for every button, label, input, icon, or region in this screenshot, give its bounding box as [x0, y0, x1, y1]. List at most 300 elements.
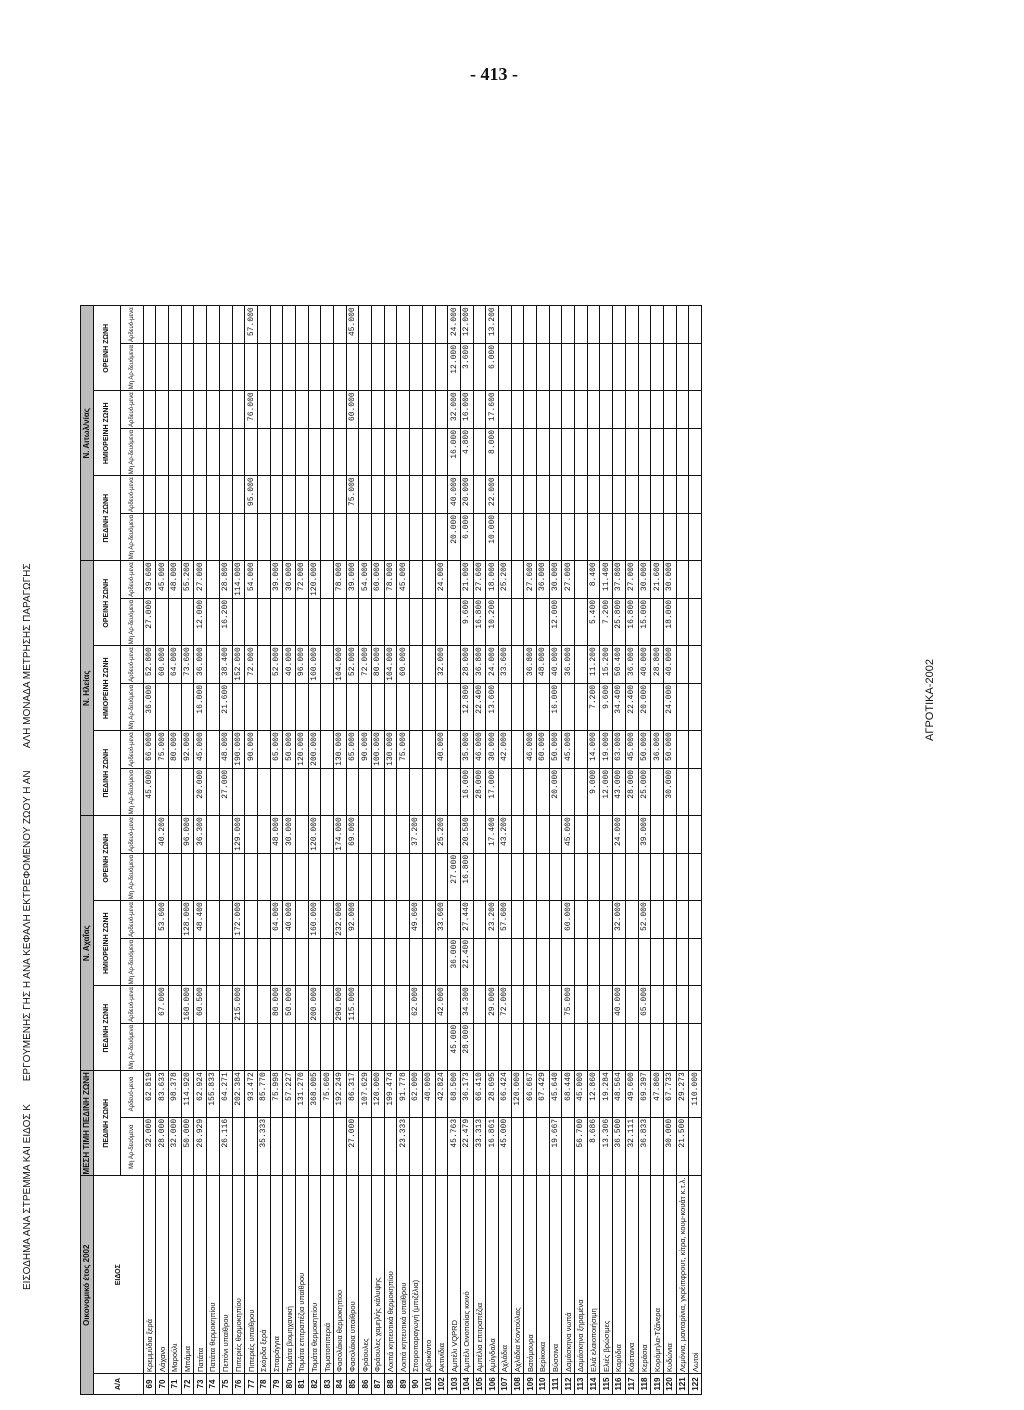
row-code: 86: [359, 1374, 372, 1395]
table-cell: [295, 513, 308, 560]
table-cell: [359, 938, 372, 985]
table-cell: [575, 646, 588, 684]
table-cell: [321, 768, 334, 815]
row-code: 103: [448, 1374, 461, 1395]
table-cell: 22.400: [625, 683, 638, 730]
table-cell: [537, 1023, 550, 1070]
table-cell: [587, 306, 600, 344]
table-cell: [219, 816, 232, 854]
table-cell: [651, 598, 664, 645]
table-cell: 40.000: [613, 986, 626, 1024]
table-cell: [676, 986, 689, 1024]
table-cell: [410, 683, 423, 730]
table-cell: [663, 853, 676, 900]
table-cell: 50.000: [549, 731, 562, 769]
table-cell: [207, 306, 220, 344]
table-cell: 35.333: [257, 1117, 270, 1176]
table-cell: [549, 986, 562, 1024]
table-cell: [625, 513, 638, 560]
table-cell: [537, 853, 550, 900]
table-cell: [511, 683, 524, 730]
table-cell: [613, 391, 626, 429]
table-cell: [600, 476, 613, 514]
table-cell: [575, 598, 588, 645]
table-cell: [219, 938, 232, 985]
row-name: Φράουλες: [359, 1176, 372, 1374]
table-cell: 90.000: [359, 731, 372, 769]
table-cell: [359, 476, 372, 514]
table-cell: [295, 306, 308, 344]
table-cell: [613, 476, 626, 514]
table-cell: 30.000: [549, 561, 562, 599]
table-cell: [422, 853, 435, 900]
row-name: Βερίκοκα: [537, 1176, 550, 1374]
table-cell: 15.200: [600, 646, 613, 684]
row-name: Λοιπά κηπευτικά υπαίθρου: [397, 1176, 410, 1374]
table-cell: 52.000: [346, 646, 359, 684]
table-cell: [321, 853, 334, 900]
table-cell: [422, 901, 435, 939]
table-cell: [295, 343, 308, 390]
table-cell: [587, 343, 600, 390]
row-code: 69: [143, 1374, 156, 1395]
table-cell: 36.000: [194, 646, 207, 684]
table-cell: [435, 513, 448, 560]
table-row: [638, 306, 651, 1395]
table-cell: [194, 853, 207, 900]
table-cell: [638, 476, 651, 514]
table-cell: 22.400: [460, 938, 473, 985]
table-cell: [549, 853, 562, 900]
table-cell: [549, 513, 562, 560]
table-cell: 32.000: [448, 391, 461, 429]
table-cell: 86.317: [346, 1071, 359, 1118]
table-cell: [651, 476, 664, 514]
table-cell: [473, 343, 486, 390]
table-cell: [511, 816, 524, 854]
table-cell: [270, 306, 283, 344]
table-row: [308, 306, 321, 1395]
table-cell: 11.400: [600, 561, 613, 599]
table-cell: [422, 598, 435, 645]
row-name: Πεπόνι υπαίθρου: [219, 1176, 232, 1374]
table-cell: [663, 901, 676, 939]
table-cell: 62.000: [410, 1071, 423, 1118]
table-cell: 27.000: [562, 561, 575, 599]
row-code: 111: [549, 1374, 562, 1395]
table-cell: [257, 343, 270, 390]
sub-header: Μη Αρ-δευόμενα: [120, 853, 143, 900]
table-cell: [524, 853, 537, 900]
table-cell: 22.479: [460, 1117, 473, 1176]
table-cell: 115.000: [346, 986, 359, 1024]
table-row: [194, 306, 207, 1395]
table-cell: [410, 853, 423, 900]
table-cell: 16.000: [194, 683, 207, 730]
zone-header: ΠΕΔΙΝΗ ΖΩΝΗ: [93, 986, 120, 1071]
table-cell: [651, 986, 664, 1024]
table-cell: [397, 938, 410, 985]
table-cell: [613, 428, 626, 475]
table-cell: [359, 391, 372, 429]
table-cell: 80.000: [270, 986, 283, 1024]
table-cell: 26.116: [219, 1117, 232, 1176]
table-row: [460, 306, 473, 1395]
table-cell: [156, 513, 169, 560]
table-cell: [270, 391, 283, 429]
table-cell: 13.200: [486, 306, 499, 344]
sub-header: Μη Αρ-δευόμενα: [120, 768, 143, 815]
table-cell: [346, 598, 359, 645]
table-cell: [473, 428, 486, 475]
table-cell: [562, 513, 575, 560]
table-cell: 46.000: [473, 731, 486, 769]
table-cell: 30.000: [663, 561, 676, 599]
table-cell: [524, 513, 537, 560]
table-cell: 32.000: [613, 901, 626, 939]
table-cell: [448, 561, 461, 599]
table-cell: 22.400: [473, 683, 486, 730]
table-cell: [219, 901, 232, 939]
sub-header: Μη Αρ-δευόμενα: [120, 1023, 143, 1070]
table-cell: [397, 901, 410, 939]
table-cell: 17.000: [486, 768, 499, 815]
table-cell: 42.824: [435, 1071, 448, 1118]
table-cell: [257, 731, 270, 769]
row-code: 121: [676, 1374, 689, 1395]
row-code: 106: [486, 1374, 499, 1395]
table-cell: [270, 938, 283, 985]
table-cell: [397, 513, 410, 560]
table-cell: 62.819: [143, 1071, 156, 1118]
table-cell: [232, 938, 245, 985]
table-cell: [384, 1023, 397, 1070]
table-cell: [181, 476, 194, 514]
table-cell: [245, 816, 258, 854]
table-cell: 13.600: [486, 683, 499, 730]
table-cell: 78.000: [334, 561, 347, 599]
table-cell: [511, 1023, 524, 1070]
table-cell: 43.000: [613, 768, 626, 815]
table-cell: [270, 1023, 283, 1070]
table-cell: [245, 598, 258, 645]
table-row: [207, 306, 220, 1395]
table-cell: [651, 816, 664, 854]
table-cell: 190.000: [232, 731, 245, 769]
sub-header: Μη Αρ-δευόμενα: [120, 598, 143, 645]
footer: ΑΓΡΟΤΙΚΑ-2002: [924, 659, 936, 741]
table-cell: 128.000: [181, 901, 194, 939]
table-row: [498, 306, 511, 1395]
table-cell: 48.000: [270, 816, 283, 854]
zone-header: ΟΡΕΙΝΗ ΖΩΝΗ: [93, 561, 120, 646]
table-cell: [575, 476, 588, 514]
table-cell: [397, 428, 410, 475]
table-cell: [562, 428, 575, 475]
table-cell: 7.200: [587, 683, 600, 730]
table-cell: 37.200: [410, 816, 423, 854]
table-row: [625, 306, 638, 1395]
table-cell: 9.000: [587, 768, 600, 815]
table-cell: [295, 986, 308, 1024]
table-cell: [511, 901, 524, 939]
table-cell: [410, 476, 423, 514]
table-cell: [562, 938, 575, 985]
table-cell: [435, 683, 448, 730]
table-cell: [435, 476, 448, 514]
table-cell: 120.000: [372, 1071, 385, 1118]
table-cell: [625, 428, 638, 475]
table-cell: [422, 986, 435, 1024]
table-cell: [676, 513, 689, 560]
table-cell: 290.000: [334, 986, 347, 1024]
table-cell: [511, 513, 524, 560]
table-cell: 38.400: [219, 646, 232, 684]
table-cell: 36.000: [651, 731, 664, 769]
table-cell: [143, 391, 156, 429]
sub-header: Αρδευό-μενα: [120, 901, 143, 939]
table-cell: [169, 901, 182, 939]
table-cell: [334, 768, 347, 815]
table-cell: 96.000: [181, 816, 194, 854]
table-cell: [270, 513, 283, 560]
table-cell: 40.000: [422, 1071, 435, 1118]
table-row: [575, 306, 588, 1395]
table-cell: [537, 391, 550, 429]
table-cell: [372, 598, 385, 645]
table-row: [537, 306, 550, 1395]
table-cell: 30.000: [663, 1117, 676, 1176]
table-cell: [321, 1023, 334, 1070]
table-cell: [663, 428, 676, 475]
group-aitwl: Ν. Αιτωλ/νίας: [81, 306, 94, 561]
table-cell: [663, 476, 676, 514]
zone-header: ΟΡΕΙΝΗ ΖΩΝΗ: [93, 306, 120, 391]
table-cell: [473, 476, 486, 514]
table-cell: [422, 343, 435, 390]
table-cell: [181, 513, 194, 560]
table-cell: 10.000: [486, 513, 499, 560]
table-cell: [169, 428, 182, 475]
table-cell: [270, 598, 283, 645]
table-cell: [422, 646, 435, 684]
table-cell: 66.667: [524, 1071, 537, 1118]
table-cell: [562, 343, 575, 390]
table-cell: [410, 561, 423, 599]
table-cell: 21.000: [460, 561, 473, 599]
table-cell: 28.000: [473, 768, 486, 815]
table-cell: [663, 816, 676, 854]
table-cell: [334, 306, 347, 344]
table-cell: [435, 343, 448, 390]
table-cell: 36.173: [460, 1071, 473, 1118]
table-cell: [270, 683, 283, 730]
group-ileias: Ν. Ηλείας: [81, 561, 94, 816]
row-code: 115: [600, 1374, 613, 1395]
table-cell: 91.778: [397, 1071, 410, 1118]
table-cell: [651, 391, 664, 429]
table-cell: 6.000: [486, 343, 499, 390]
table-row: [181, 306, 194, 1395]
table-cell: [245, 1023, 258, 1070]
row-code: 116: [613, 1374, 626, 1395]
row-code: 119: [651, 1374, 664, 1395]
table-cell: 45.000: [156, 561, 169, 599]
table-cell: 72.000: [359, 646, 372, 684]
table-cell: 69.397: [638, 1071, 651, 1118]
table-cell: [422, 561, 435, 599]
table-cell: [384, 986, 397, 1024]
table-cell: 29.000: [486, 986, 499, 1024]
table-cell: [169, 986, 182, 1024]
table-cell: [638, 391, 651, 429]
table-row: [473, 306, 486, 1395]
table-cell: [245, 938, 258, 985]
table-cell: 40.000: [435, 731, 448, 769]
table-cell: 27.600: [473, 561, 486, 599]
table-cell: [537, 1117, 550, 1176]
table-cell: 32.000: [143, 1117, 156, 1176]
table-cell: [625, 391, 638, 429]
table-cell: [524, 938, 537, 985]
table-cell: [676, 683, 689, 730]
table-cell: [321, 306, 334, 344]
table-cell: [575, 428, 588, 475]
table-cell: [410, 598, 423, 645]
table-cell: [245, 768, 258, 815]
table-cell: 27.000: [143, 598, 156, 645]
table-cell: [613, 343, 626, 390]
table-cell: [308, 853, 321, 900]
table-cell: [625, 1023, 638, 1070]
table-cell: 54.000: [245, 561, 258, 599]
sub-header: Μη Αρ-δευόμενα: [120, 683, 143, 730]
sub-header: Μη Αρ-δευόμενα: [120, 1117, 143, 1176]
table-row: [435, 306, 448, 1395]
table-cell: 199.474: [384, 1071, 397, 1118]
table-cell: 36.833: [638, 1117, 651, 1176]
table-cell: [219, 306, 232, 344]
table-cell: [207, 561, 220, 599]
table-cell: [473, 391, 486, 429]
table-cell: [207, 1117, 220, 1176]
table-cell: 60.000: [537, 731, 550, 769]
table-cell: [283, 683, 296, 730]
table-cell: [676, 1023, 689, 1070]
table-cell: 28.000: [156, 1117, 169, 1176]
table-cell: [663, 513, 676, 560]
table-cell: 40.200: [156, 816, 169, 854]
table-cell: [232, 1117, 245, 1176]
table-cell: 19.000: [600, 731, 613, 769]
table-cell: 160.000: [308, 646, 321, 684]
zone-header: ΗΜΙΟΡΕΙΝΗ ΖΩΝΗ: [93, 901, 120, 986]
table-cell: [219, 1023, 232, 1070]
table-cell: 9.600: [600, 683, 613, 730]
table-cell: [422, 938, 435, 985]
table-cell: [397, 1023, 410, 1070]
table-cell: [549, 938, 562, 985]
table-row: [549, 306, 562, 1395]
table-cell: [524, 598, 537, 645]
table-cell: [575, 853, 588, 900]
table-cell: 35.000: [460, 731, 473, 769]
table-cell: 40.000: [663, 646, 676, 684]
row-code: 85: [346, 1374, 359, 1395]
table-cell: [575, 306, 588, 344]
row-code: 108: [511, 1374, 524, 1395]
table-cell: [169, 1023, 182, 1070]
group-mesh-timh: ΜΕΣΗ ΤΙΜΗ ΠΕΔΙΝΗ ΖΩΝΗ: [82, 1072, 92, 1175]
table-cell: [169, 343, 182, 390]
table-cell: [524, 768, 537, 815]
table-cell: [676, 343, 689, 390]
table-cell: [181, 428, 194, 475]
table-cell: 24.000: [613, 816, 626, 854]
table-cell: [537, 598, 550, 645]
table-cell: 69.000: [346, 816, 359, 854]
table-cell: [663, 391, 676, 429]
table-cell: 72.000: [498, 986, 511, 1024]
table-cell: [537, 476, 550, 514]
table-cell: [663, 938, 676, 985]
table-cell: [435, 1117, 448, 1176]
table-cell: 27.600: [524, 561, 537, 599]
table-cell: 28.800: [651, 646, 664, 684]
table-cell: [549, 476, 562, 514]
row-name: Βατόμουρα: [524, 1176, 537, 1374]
table-cell: [283, 1117, 296, 1176]
row-name: Τομάτα βιομηχανική: [283, 1176, 296, 1374]
table-cell: 160.000: [308, 901, 321, 939]
table-cell: [410, 428, 423, 475]
table-cell: 40.000: [448, 476, 461, 514]
table-cell: 67.733: [663, 1071, 676, 1118]
row-code: 81: [295, 1374, 308, 1395]
table-cell: [562, 683, 575, 730]
table-cell: [435, 306, 448, 344]
table-cell: 45.000: [625, 731, 638, 769]
table-cell: 63.000: [613, 731, 626, 769]
table-cell: [181, 683, 194, 730]
table-cell: [613, 1023, 626, 1070]
table-cell: [156, 1023, 169, 1070]
table-cell: [143, 853, 156, 900]
table-cell: [549, 816, 562, 854]
table-cell: 12.860: [587, 1071, 600, 1118]
table-cell: [511, 598, 524, 645]
table-cell: 37.800: [613, 561, 626, 599]
table-cell: [689, 938, 702, 985]
table-cell: [435, 1023, 448, 1070]
row-name: Κάστανα: [625, 1176, 638, 1374]
table-cell: [600, 901, 613, 939]
table-cell: [372, 853, 385, 900]
table-cell: 104.000: [384, 646, 397, 684]
table-cell: 75.000: [346, 476, 359, 514]
table-cell: 64.000: [270, 901, 283, 939]
group-axaias: Ν. Αχαΐας: [81, 816, 94, 1071]
table-cell: 60.000: [397, 646, 410, 684]
row-name: Αμπέλια επιτραπέζια: [473, 1176, 486, 1374]
table-cell: [359, 598, 372, 645]
table-cell: [359, 306, 372, 344]
table-cell: [270, 476, 283, 514]
table-cell: [537, 428, 550, 475]
table-cell: 40.000: [638, 646, 651, 684]
table-cell: [562, 306, 575, 344]
table-cell: [143, 986, 156, 1024]
